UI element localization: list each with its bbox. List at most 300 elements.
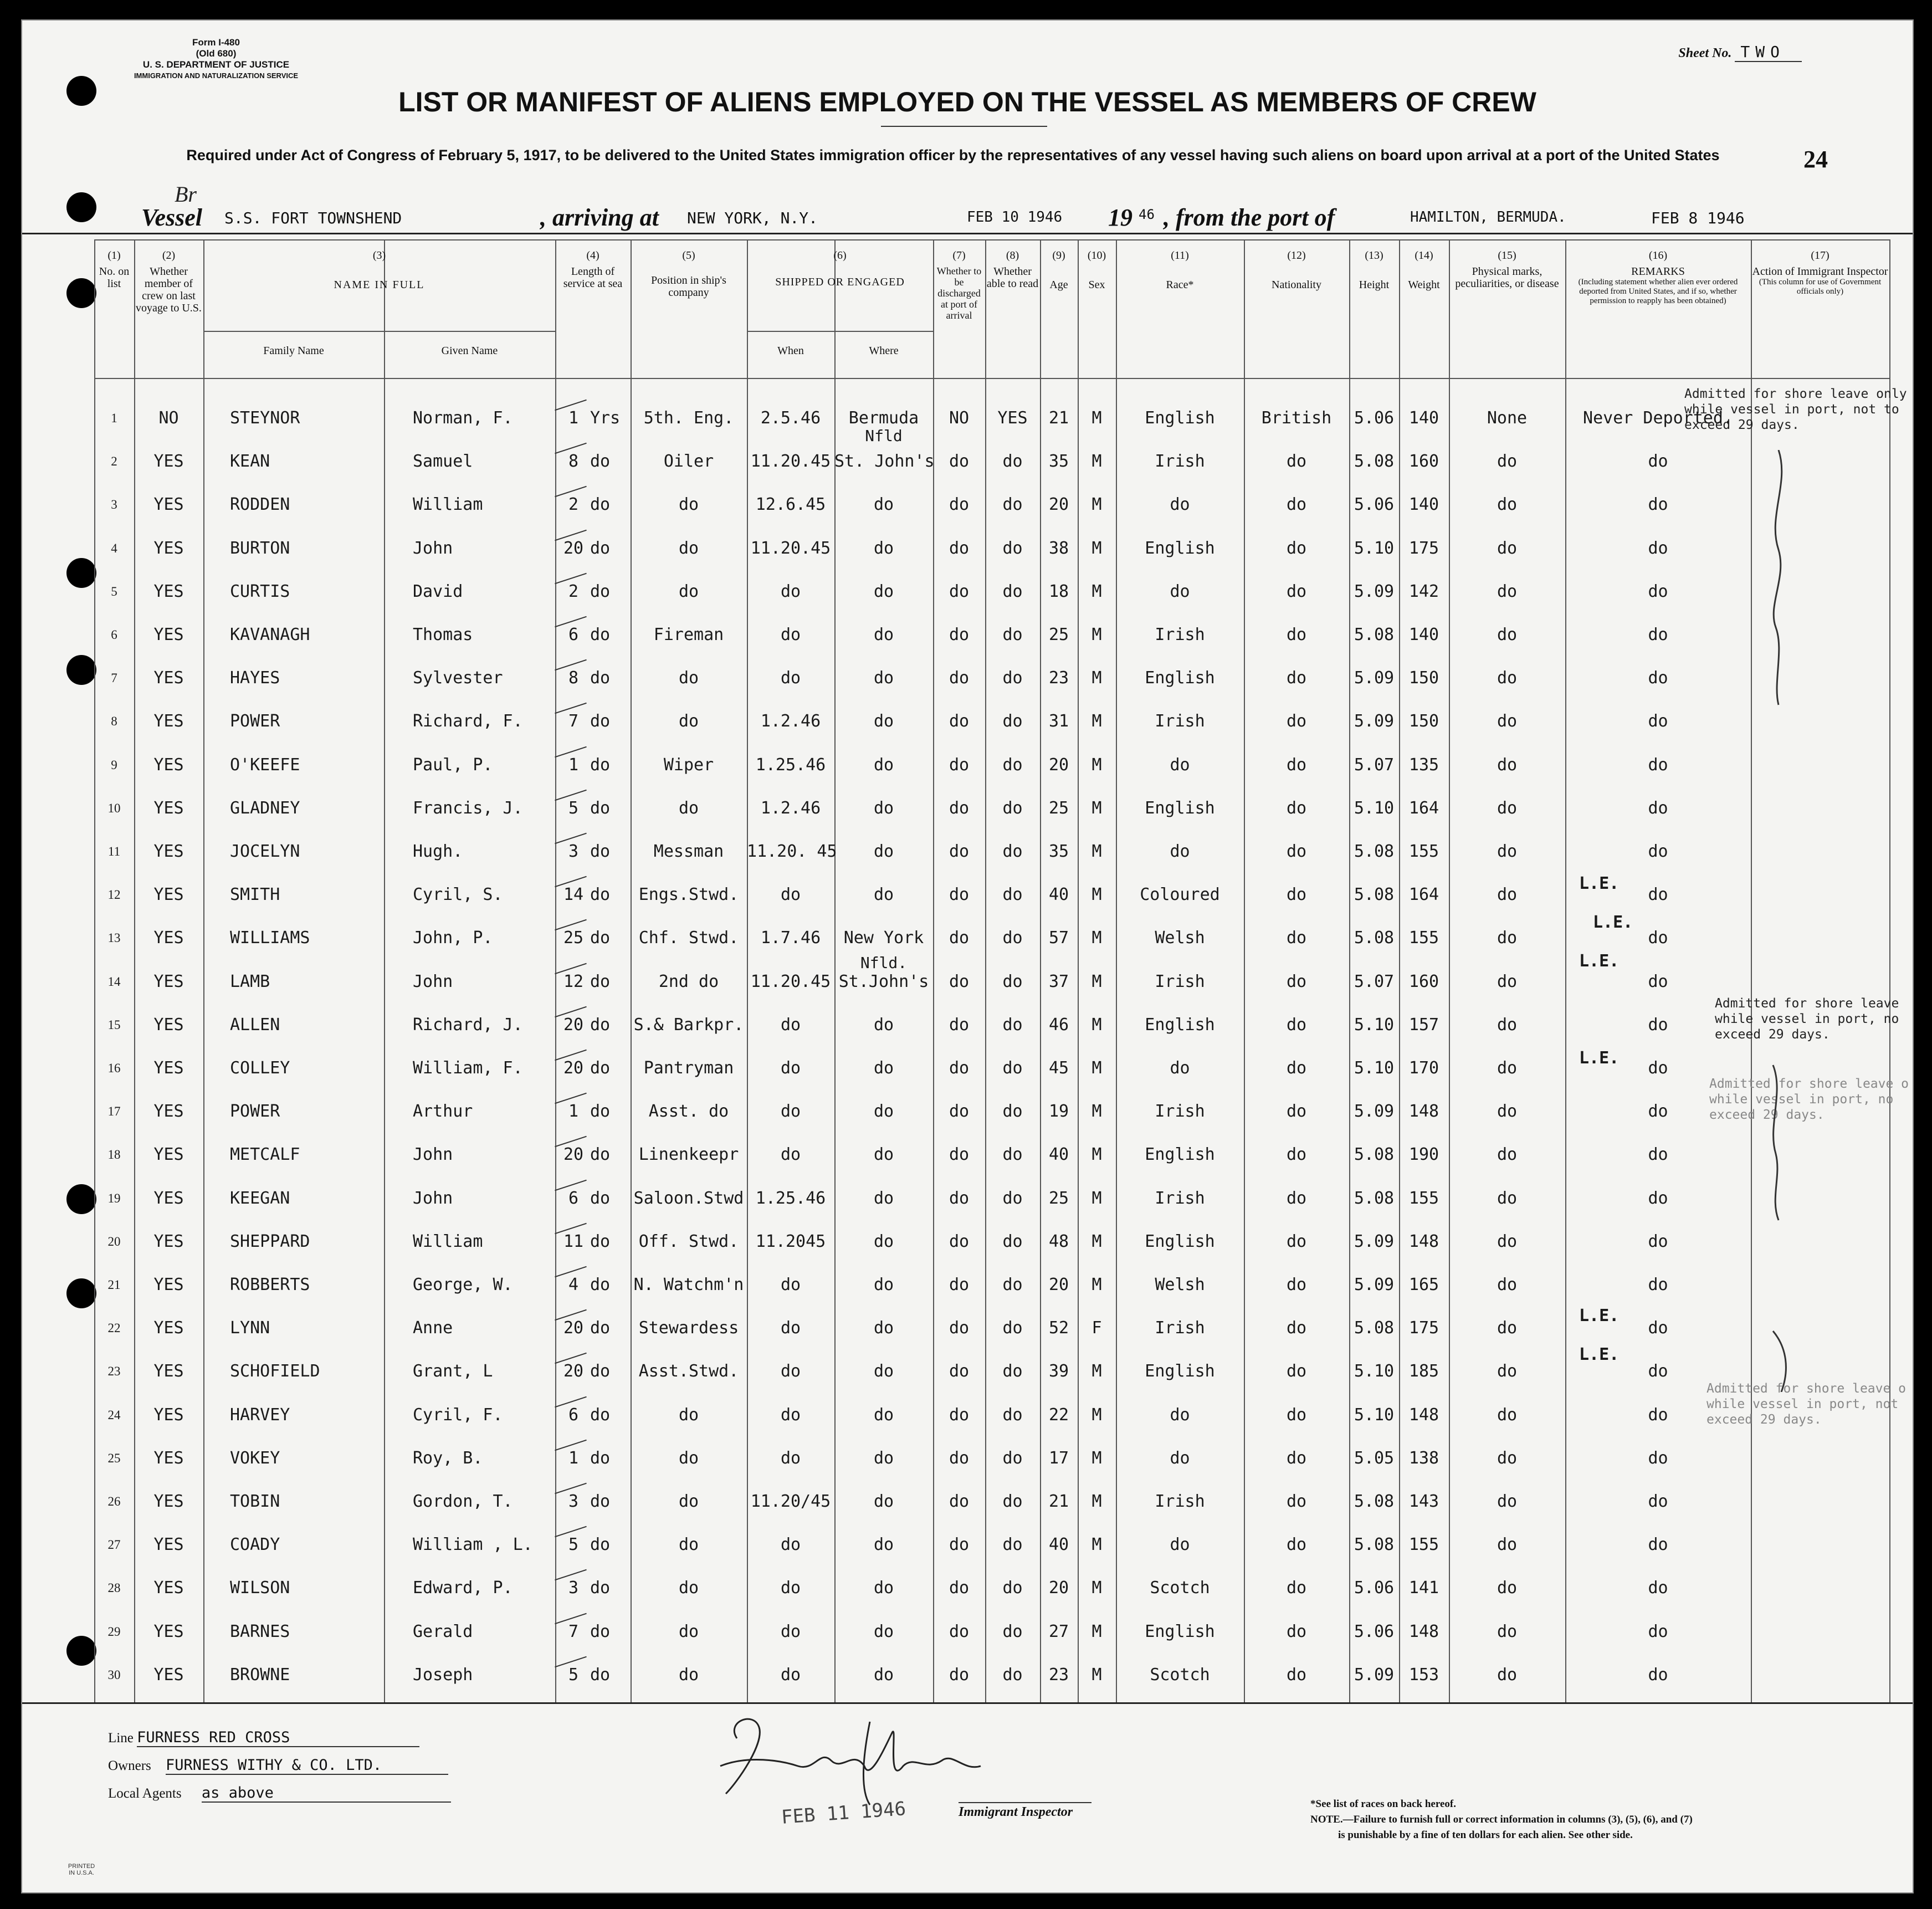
table-row [94, 703, 1889, 742]
cell-no: 28 [107, 1581, 121, 1595]
cell-marks: do [1497, 1665, 1518, 1685]
cell-family: HAYES [230, 668, 280, 688]
cell-nat: do [1286, 1145, 1307, 1165]
cell-sex: M [1091, 538, 1102, 558]
cell-weight: 185 [1408, 1362, 1439, 1381]
cell-given: Norman, F. [413, 408, 513, 428]
cell-given: Paul, P. [413, 755, 493, 775]
cell-last: YES [153, 755, 184, 775]
cell-read: do [1002, 798, 1023, 818]
cell-family: COLLEY [230, 1058, 290, 1078]
cell-where: do [873, 581, 894, 601]
cell-when: do [780, 1535, 801, 1555]
header-physical-marks: (15) Physical marks, peculiarities, or disease [1455, 249, 1559, 290]
cell-family: METCALF [230, 1145, 300, 1165]
cell-race: English [1145, 1015, 1215, 1035]
cell-marks: do [1497, 798, 1518, 818]
cell-race: English [1145, 668, 1215, 688]
cell-age: 21 [1048, 408, 1069, 428]
cell-sex: M [1091, 798, 1102, 818]
cell-age: 40 [1048, 1535, 1069, 1555]
cell-height: 5.10 [1354, 1405, 1395, 1425]
cell-race: do [1170, 495, 1190, 515]
cell-remarks: do [1648, 538, 1668, 558]
cell-age: 22 [1048, 1405, 1069, 1425]
cell-where: do [873, 668, 894, 688]
cell-disch: do [949, 538, 970, 558]
cell-last: YES [153, 581, 184, 601]
cell-service: 5 [568, 1535, 579, 1555]
cell-age: 31 [1048, 712, 1069, 731]
cell-read: do [1002, 581, 1023, 601]
cell-height: 5.07 [1354, 755, 1395, 775]
cell-unit: do [590, 798, 611, 818]
table-row [94, 1397, 1889, 1436]
le-mark: L.E. [1579, 1306, 1620, 1325]
cell-family: ROBBERTS [230, 1275, 310, 1294]
cell-read: YES [997, 408, 1028, 428]
cell-height: 5.08 [1354, 928, 1395, 948]
cell-last: YES [153, 712, 184, 731]
cell-age: 57 [1048, 928, 1069, 948]
cell-given: Thomas [413, 625, 473, 644]
cell-disch: do [949, 1665, 970, 1685]
cell-race: Irish [1155, 1318, 1205, 1338]
year-value: 46 [1139, 207, 1155, 222]
cell-weight: 155 [1408, 928, 1439, 948]
cell-when: 11.20.45 [750, 971, 831, 991]
cell-given: Cyril, S. [413, 885, 503, 905]
cell-family: JOCELYN [230, 842, 300, 861]
title-divider [881, 126, 1047, 127]
cell-read: do [1002, 1231, 1023, 1251]
table-row [94, 617, 1889, 656]
cell-nat: do [1286, 1665, 1307, 1685]
cell-position: do [678, 1535, 699, 1555]
cell-last: YES [153, 1578, 184, 1598]
cell-last: YES [153, 1318, 184, 1338]
cell-nat: do [1286, 625, 1307, 644]
cell-height: 5.08 [1354, 1145, 1395, 1165]
cell-family: KEEGAN [230, 1188, 290, 1208]
cell-where: St. John's [834, 452, 935, 472]
cell-when: do [780, 1145, 801, 1165]
form-identifier [105, 37, 327, 81]
cell-given: Grant, L [413, 1362, 493, 1381]
cell-last: YES [153, 625, 184, 644]
cell-last: YES [153, 668, 184, 688]
agents-value: as above [202, 1784, 451, 1803]
cell-given: Richard, F. [413, 712, 523, 731]
cell-no: 9 [111, 758, 117, 772]
cell-given: Cyril, F. [413, 1405, 503, 1425]
cell-race: English [1145, 1145, 1215, 1165]
from-port: HAMILTON, BERMUDA. [1410, 209, 1566, 226]
cell-disch: do [949, 1405, 970, 1425]
table-row [94, 660, 1889, 699]
cell-position: Wiper [663, 755, 714, 775]
cell-read: do [1002, 885, 1023, 905]
cell-weight: 143 [1408, 1492, 1439, 1511]
cell-weight: 153 [1408, 1665, 1439, 1685]
cell-where: do [873, 1318, 894, 1338]
cell-given: Sylvester [413, 668, 503, 688]
cell-no: 7 [111, 671, 117, 685]
cell-unit: do [590, 971, 611, 991]
cell-remarks: do [1648, 755, 1668, 775]
header-length-of-service: (4) Length of service at sea [563, 249, 623, 290]
cell-no: 22 [107, 1321, 121, 1335]
printed-mark: PRINTED IN U.S.A. [68, 1863, 95, 1876]
table-row [94, 1310, 1889, 1349]
cell-age: 25 [1048, 1188, 1069, 1208]
manifest-table [94, 239, 1909, 1702]
cell-unit: do [590, 452, 611, 472]
cell-remarks: do [1648, 1231, 1668, 1251]
cell-family: BURTON [230, 538, 290, 558]
cell-no: 29 [107, 1624, 121, 1639]
line-value: FURNESS RED CROSS [137, 1729, 419, 1747]
cell-disch: do [949, 1318, 970, 1338]
table-row [94, 1353, 1889, 1392]
cell-no: 21 [107, 1278, 121, 1292]
cell-service: 7 [568, 712, 579, 731]
cell-disch: do [949, 1015, 970, 1035]
cell-weight: 142 [1408, 581, 1439, 601]
cell-nat: do [1286, 712, 1307, 731]
cell-family: KEAN [230, 452, 270, 472]
cell-height: 5.08 [1354, 452, 1395, 472]
cell-unit: do [590, 581, 611, 601]
cell-disch: do [949, 971, 970, 991]
cell-read: do [1002, 1535, 1023, 1555]
le-mark: L.E. [1579, 874, 1620, 893]
cell-service: 8 [568, 452, 579, 472]
cell-service: 5 [568, 798, 579, 818]
le-mark: L.E. [1579, 1048, 1620, 1068]
cell-position: Asst.Stwd. [638, 1362, 739, 1381]
cell-weight: 175 [1408, 1318, 1439, 1338]
cell-race: English [1145, 1621, 1215, 1641]
vessel-prefix: Br [175, 182, 197, 207]
cell-unit: do [590, 1188, 611, 1208]
cell-last: NO [158, 408, 179, 428]
form-old-number: (Old 680) [196, 48, 237, 59]
cell-remarks: do [1648, 1621, 1668, 1641]
table-row [94, 1440, 1889, 1479]
cell-family: RODDEN [230, 495, 290, 515]
cell-weight: 170 [1408, 1058, 1439, 1078]
from-label: , from the port of [1164, 204, 1335, 231]
table-row [94, 1137, 1889, 1175]
cell-race: English [1145, 798, 1215, 818]
cell-service: 14 [563, 885, 584, 905]
cell-family: POWER [230, 712, 280, 731]
cell-remarks: do [1648, 1578, 1668, 1598]
inspector-signature [704, 1700, 992, 1810]
cell-race: do [1170, 1058, 1190, 1078]
cell-remarks: do [1648, 842, 1668, 861]
year-label: 19 [1108, 204, 1132, 231]
cell-when: 11.2045 [755, 1231, 826, 1251]
cell-height: 5.09 [1354, 1275, 1395, 1294]
cell-age: 19 [1048, 1102, 1069, 1122]
cell-service: 1 [568, 755, 579, 775]
cell-sex: M [1091, 668, 1102, 688]
cell-last: YES [153, 1058, 184, 1078]
cell-when: do [780, 1405, 801, 1425]
cell-disch: do [949, 928, 970, 948]
header-family-name: Family Name [263, 345, 324, 357]
cell-last: YES [153, 1015, 184, 1035]
cell-when: do [780, 625, 801, 644]
cell-position: Stewardess [638, 1318, 739, 1338]
cell-read: do [1002, 1448, 1023, 1468]
cell-marks: None [1487, 408, 1528, 428]
cell-height: 5.09 [1354, 581, 1395, 601]
cell-unit: do [590, 1492, 611, 1511]
cell-race: English [1145, 1362, 1215, 1381]
cell-unit: do [590, 538, 611, 558]
cell-service: 2 [568, 495, 579, 515]
cell-age: 20 [1048, 1275, 1069, 1294]
table-row [94, 1180, 1889, 1219]
cell-sex: M [1091, 1275, 1102, 1294]
cell-given: Edward, P. [413, 1578, 513, 1598]
cell-sex: M [1091, 971, 1102, 991]
cell-no: 26 [107, 1495, 121, 1508]
cell-remarks: do [1648, 1188, 1668, 1208]
note-races: *See list of races on back hereof. [1310, 1798, 1456, 1810]
cell-weight: 148 [1408, 1405, 1439, 1425]
cell-no: 25 [107, 1451, 121, 1465]
cell-unit: do [590, 755, 611, 775]
cell-where: do [873, 495, 894, 515]
cell-height: 5.06 [1354, 408, 1395, 428]
page-subtitle: Required under Act of Congress of February 5, 1917, to be delivered to the United States immigration officer by the representatives of any vessel having such aliens on board upon arrival at a port of the United States [186, 147, 1720, 163]
cell-no: 12 [107, 888, 121, 902]
cell-remarks: do [1648, 712, 1668, 731]
cell-unit: do [590, 885, 611, 905]
cell-given: Anne [413, 1318, 453, 1338]
cell-no: 1 [111, 411, 117, 425]
inspector-label: Immigrant Inspector [959, 1805, 1073, 1819]
cell-disch: do [949, 1492, 970, 1511]
cell-family: SMITH [230, 885, 280, 905]
cell-no: 14 [107, 974, 121, 989]
cell-last: YES [153, 1621, 184, 1641]
cell-disch: do [949, 798, 970, 818]
cell-read: do [1002, 712, 1023, 731]
cell-weight: 175 [1408, 538, 1439, 558]
cell-read: do [1002, 1621, 1023, 1641]
cell-remarks: do [1648, 1015, 1668, 1035]
cell-when: do [780, 1102, 801, 1122]
cell-given: Samuel [413, 452, 473, 472]
cell-position: Engs.Stwd. [638, 885, 739, 905]
cell-read: do [1002, 755, 1023, 775]
cell-remarks: do [1648, 581, 1668, 601]
table-row [94, 1483, 1889, 1522]
cell-given: Richard, J. [413, 1015, 523, 1035]
cell-sex: M [1091, 625, 1102, 644]
cell-height: 5.09 [1354, 668, 1395, 688]
cell-service: 1 [568, 408, 579, 428]
punch-hole [66, 1278, 96, 1308]
cell-nat: do [1286, 1362, 1307, 1381]
note-penalty: NOTE.—Failure to furnish full or correct information in columns (3), (5), (6), and (7) [1310, 1814, 1693, 1825]
cell-read: do [1002, 1362, 1023, 1381]
inspector-rule [959, 1802, 1091, 1803]
cell-disch: do [949, 842, 970, 861]
cell-when: do [780, 1621, 801, 1641]
agents-field [108, 1784, 451, 1803]
cell-read: do [1002, 971, 1023, 991]
cell-sex: M [1091, 1535, 1102, 1555]
cell-no: 27 [107, 1538, 121, 1552]
cell-age: 25 [1048, 798, 1069, 818]
cell-service: 6 [568, 1188, 579, 1208]
cell-sex: M [1091, 452, 1102, 472]
cell-height: 5.08 [1354, 842, 1395, 861]
sheet-value: TWO [1735, 43, 1802, 62]
cell-race: English [1145, 408, 1215, 428]
cell-service: 20 [563, 1362, 584, 1381]
cell-family: COADY [230, 1535, 280, 1555]
cell-where: do [873, 538, 894, 558]
cell-nat: do [1286, 1058, 1307, 1078]
cell-read: do [1002, 1405, 1023, 1425]
header-sex: (10) Sex [1087, 249, 1106, 291]
cell-family: TOBIN [230, 1492, 280, 1511]
cell-given: Francis, J. [413, 798, 523, 818]
cell-sex: M [1091, 1492, 1102, 1511]
cell-nat: do [1286, 1188, 1307, 1208]
cell-remarks: do [1648, 1405, 1668, 1425]
cell-height: 5.09 [1354, 1665, 1395, 1685]
cell-disch: do [949, 1188, 970, 1208]
cell-given: George, W. [413, 1275, 513, 1294]
cell-age: 18 [1048, 581, 1069, 601]
cell-race: Irish [1155, 712, 1205, 731]
cell-when: do [780, 1665, 801, 1685]
cell-marks: do [1497, 928, 1518, 948]
cell-age: 40 [1048, 885, 1069, 905]
cell-no: 20 [107, 1234, 121, 1248]
cell-family: WILSON [230, 1578, 290, 1598]
line-field [108, 1729, 419, 1747]
cell-age: 23 [1048, 1665, 1069, 1685]
cell-unit: do [590, 1362, 611, 1381]
cell-no: 19 [107, 1191, 121, 1205]
cell-unit: do [590, 842, 611, 861]
cell-remarks: do [1648, 798, 1668, 818]
cell-age: 45 [1048, 1058, 1069, 1078]
cell-remarks: do [1648, 1102, 1668, 1122]
cell-nat: do [1286, 1015, 1307, 1035]
cell-no: 23 [107, 1364, 121, 1379]
cell-disch: do [949, 885, 970, 905]
cell-age: 38 [1048, 538, 1069, 558]
cell-when: 1.2.46 [760, 712, 821, 731]
cell-last: YES [153, 885, 184, 905]
cell-given: Gerald [413, 1621, 473, 1641]
cell-when: 11.20.45 [750, 538, 831, 558]
table-row [94, 833, 1889, 872]
cell-sex: M [1091, 1058, 1102, 1078]
cell-where: do [873, 798, 894, 818]
cell-weight: 155 [1408, 842, 1439, 861]
cell-nat: do [1286, 1102, 1307, 1122]
cell-weight: 140 [1408, 495, 1439, 515]
cell-when: do [780, 1448, 801, 1468]
cell-where-sub: Nfld. [860, 953, 908, 972]
cell-height: 5.10 [1354, 1058, 1395, 1078]
cell-remarks: do [1648, 1318, 1668, 1338]
cell-nat: do [1286, 581, 1307, 601]
cell-family: WILLIAMS [230, 928, 310, 948]
cell-family: O'KEEFE [230, 755, 300, 775]
cell-age: 37 [1048, 971, 1069, 991]
page-number: 24 [1803, 146, 1828, 173]
cell-disch: NO [949, 408, 970, 428]
cell-where: do [873, 1665, 894, 1685]
cell-position: do [678, 1621, 699, 1641]
cell-read: do [1002, 842, 1023, 861]
cell-last: YES [153, 1362, 184, 1381]
cell-when: do [780, 885, 801, 905]
cell-marks: do [1497, 1318, 1518, 1338]
cell-last: YES [153, 1231, 184, 1251]
cell-position: do [678, 1492, 699, 1511]
cell-weight: 190 [1408, 1145, 1439, 1165]
cell-height: 5.09 [1354, 712, 1395, 731]
cell-remarks: do [1648, 1492, 1668, 1511]
cell-race: Welsh [1155, 1275, 1205, 1294]
cell-unit: do [590, 1058, 611, 1078]
cell-read: do [1002, 1578, 1023, 1598]
note-penalty-cont: is punishable by a fine of ten dollars for each alien. See other side. [1338, 1829, 1633, 1841]
cell-disch: do [949, 1102, 970, 1122]
cell-where: do [873, 1058, 894, 1078]
cell-where: do [873, 755, 894, 775]
form-number: Form I-480 [192, 37, 240, 48]
cell-age: 39 [1048, 1362, 1069, 1381]
header-nationality: (12) Nationality [1272, 249, 1321, 291]
page-title: LIST OR MANIFEST OF ALIENS EMPLOYED ON THE VESSEL AS MEMBERS OF CREW [398, 86, 1536, 117]
cell-height: 5.10 [1354, 1015, 1395, 1035]
cell-height: 5.05 [1354, 1448, 1395, 1468]
header-inspector-action: (17) Action of Immigrant Inspector (This column for use of Government officials only) [1752, 249, 1888, 296]
cell-marks: do [1497, 1058, 1518, 1078]
cell-nat: do [1286, 538, 1307, 558]
cell-where: do [873, 1362, 894, 1381]
cell-sex: M [1091, 1145, 1102, 1165]
cell-service: 5 [568, 1665, 579, 1685]
cell-unit: do [590, 1621, 611, 1641]
cell-height: 5.06 [1354, 1621, 1395, 1641]
cell-last: YES [153, 842, 184, 861]
table-row [94, 530, 1889, 569]
le-mark: L.E. [1579, 1345, 1620, 1364]
header-position: (5) Position in ship's company [651, 249, 726, 299]
cell-when: 1.7.46 [760, 928, 821, 948]
cell-given: William [413, 1231, 483, 1251]
table-row [94, 877, 1889, 915]
cell-where: do [873, 885, 894, 905]
cell-marks: do [1497, 581, 1518, 601]
cell-when: do [780, 1275, 801, 1294]
